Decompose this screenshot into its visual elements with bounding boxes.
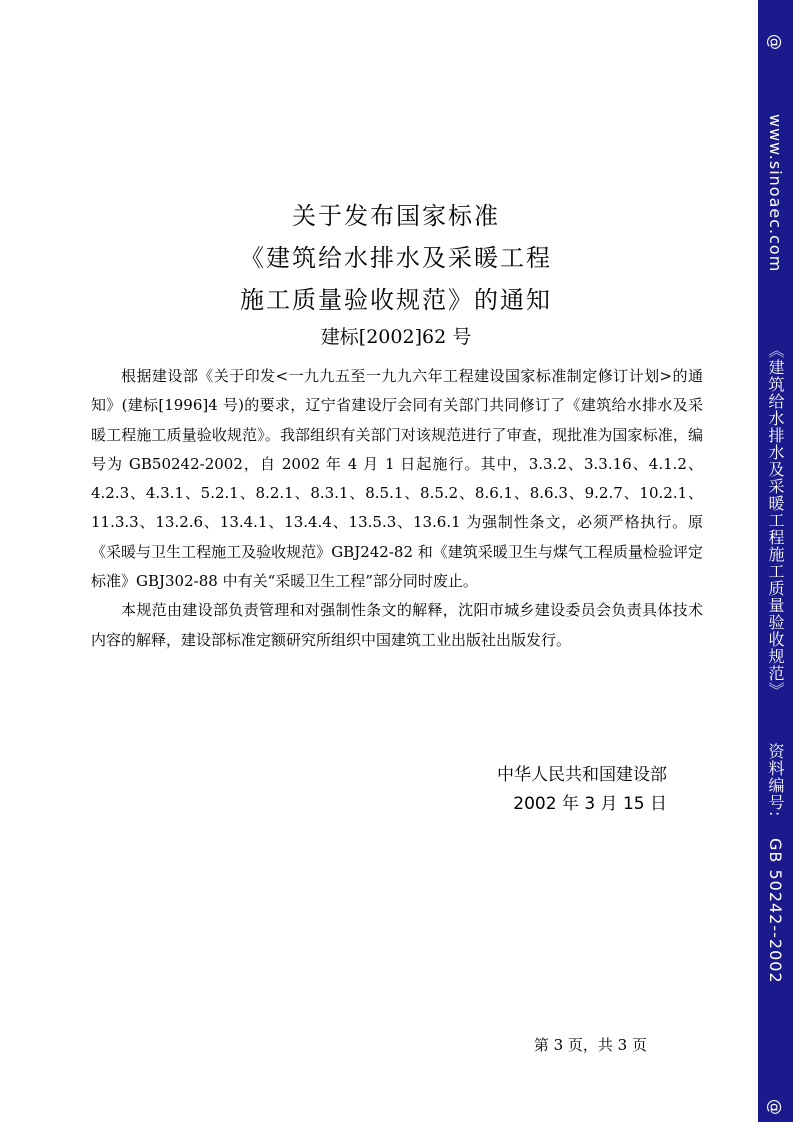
sidebar-code-value: GB 50242--2002 bbox=[766, 838, 785, 984]
signature-date: 2002 年 3 月 15 日 bbox=[513, 794, 667, 814]
paragraph-2: 本规范由建设部负责管理和对强制性条文的解释，沈阳市城乡建设委员会负责具体技术内容的解释，建设部标准定额研究所组织中国建筑工业出版社出版发行。 bbox=[91, 601, 703, 649]
signature-org: 中华人民共和国建设部 bbox=[497, 765, 667, 785]
title-line-1: 关于发布国家标准 bbox=[292, 202, 500, 230]
sidebar-code-label: 资料编号: bbox=[766, 743, 785, 818]
sidebar-at-symbol-top: @ bbox=[766, 34, 785, 51]
document-number: 建标[2002]62 号 bbox=[320, 326, 472, 348]
page-number-footer: 第 3 页，共 3 页 bbox=[533, 1036, 647, 1054]
sidebar-website: www.sinoaec.com bbox=[766, 114, 785, 273]
sidebar-at-symbol-bottom: @ bbox=[766, 1099, 785, 1116]
notice-body bbox=[91, 362, 703, 655]
title-line-3: 施工质量验收规范》的通知 bbox=[240, 286, 552, 314]
title-line-2: 《建筑给水排水及采暖工程 bbox=[240, 244, 552, 272]
sidebar-book-title: 《建筑给水排水及采暖工程施工质量验收规范》 bbox=[766, 342, 785, 699]
paragraph-1: 根据建设部《关于印发<一九九五至一九九六年工程建设国家标准制定修订计划>的通知》(建标[1996]4 号)的要求，辽宁省建设厅会同有关部门共同修订了《建筑给水排水及采暖工程施工质量验收规范》。我部组织有关部门对该规范进行了审查，现批准为国家标准，编号为 GB50242-2002，自 2002 年 4 月 1 日起施行。其中，3.3.2、3.3.16、4.1.2、4.2.3、4.3.1、5.2.1、8.2.1、8.3.1、8.5.1、8.5.2、8.6.1、8.6.3、9.2.7、10.2.1、11.3.3、13.2.6、13.4.1、13.4.4、13.5.3、13.6.1 为强制性条文，必须严格执行。原《采暖与卫生工程施工及验收规范》GBJ242-82 和《建筑采暖卫生与煤气工程质量检验评定标准》GBJ302-88 中有关“采暖卫生工程”部分同时废止。 bbox=[91, 367, 703, 591]
sidebar-banner bbox=[758, 0, 793, 1122]
